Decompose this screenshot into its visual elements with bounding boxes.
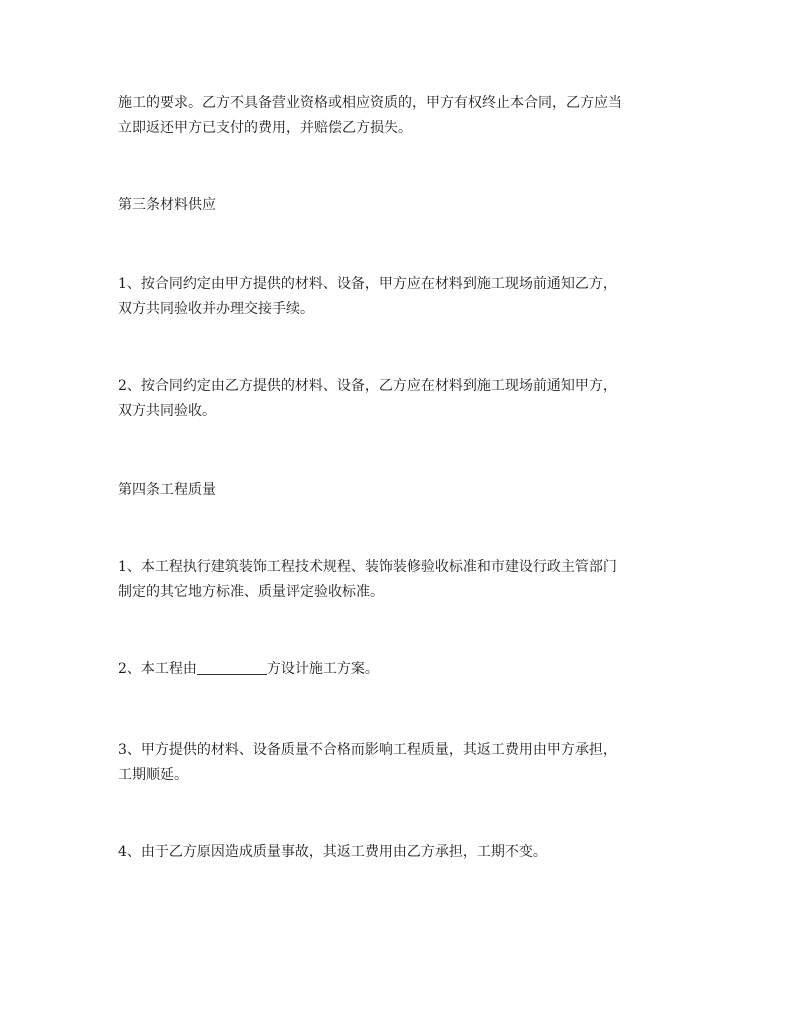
paragraph-line: 立即返还甲方已支付的费用，并赔偿乙方损失。 (118, 120, 412, 136)
paragraph-intro (118, 91, 678, 141)
paragraph-line: 工期顺延。 (118, 767, 188, 783)
paragraph-line: 4、由于乙方原因造成质量事故，其返工费用由乙方承担，工期不变。 (118, 844, 547, 860)
fill-in-blank[interactable] (197, 660, 267, 675)
paragraph-line: 双方共同验收并办理交接手续。 (118, 301, 314, 317)
clause-3-1 (118, 272, 678, 322)
clause-4-1 (118, 555, 678, 605)
paragraph-line: 双方共同验收。 (118, 403, 216, 419)
paragraph-line: 施工的要求。乙方不具备营业资格或相应资质的，甲方有权终止本合同，乙方应当 (118, 95, 622, 111)
paragraph-line: 2、按合同约定由乙方提供的材料、设备，乙方应在材料到施工现场前通知甲方， (118, 378, 617, 394)
paragraph-line: 1、本工程执行建筑装饰工程技术规程、装饰装修验收标准和市建设行政主管部门 (118, 559, 617, 575)
paragraph-line: 3、甲方提供的材料、设备质量不合格而影响工程质量，其返工费用由甲方承担， (118, 742, 617, 758)
paragraph-line: 制定的其它地方标准、质量评定验收标准。 (118, 584, 384, 600)
section-heading-3 (118, 193, 678, 218)
clause-4-3 (118, 738, 678, 788)
heading-text: 第三条材料供应 (118, 197, 216, 213)
section-heading-4 (118, 478, 678, 503)
clause-3-2 (118, 374, 678, 424)
clause-4-4 (118, 840, 678, 865)
clause-4-2 (118, 657, 678, 682)
paragraph-line (118, 657, 678, 682)
paragraph-line: 1、按合同约定由甲方提供的材料、设备，甲方应在材料到施工现场前通知乙方， (118, 276, 617, 292)
clause-text-suffix: 方设计施工方案。 (266, 661, 379, 677)
clause-text-prefix: 2、本工程由 (118, 661, 197, 677)
heading-text: 第四条工程质量 (118, 482, 216, 498)
